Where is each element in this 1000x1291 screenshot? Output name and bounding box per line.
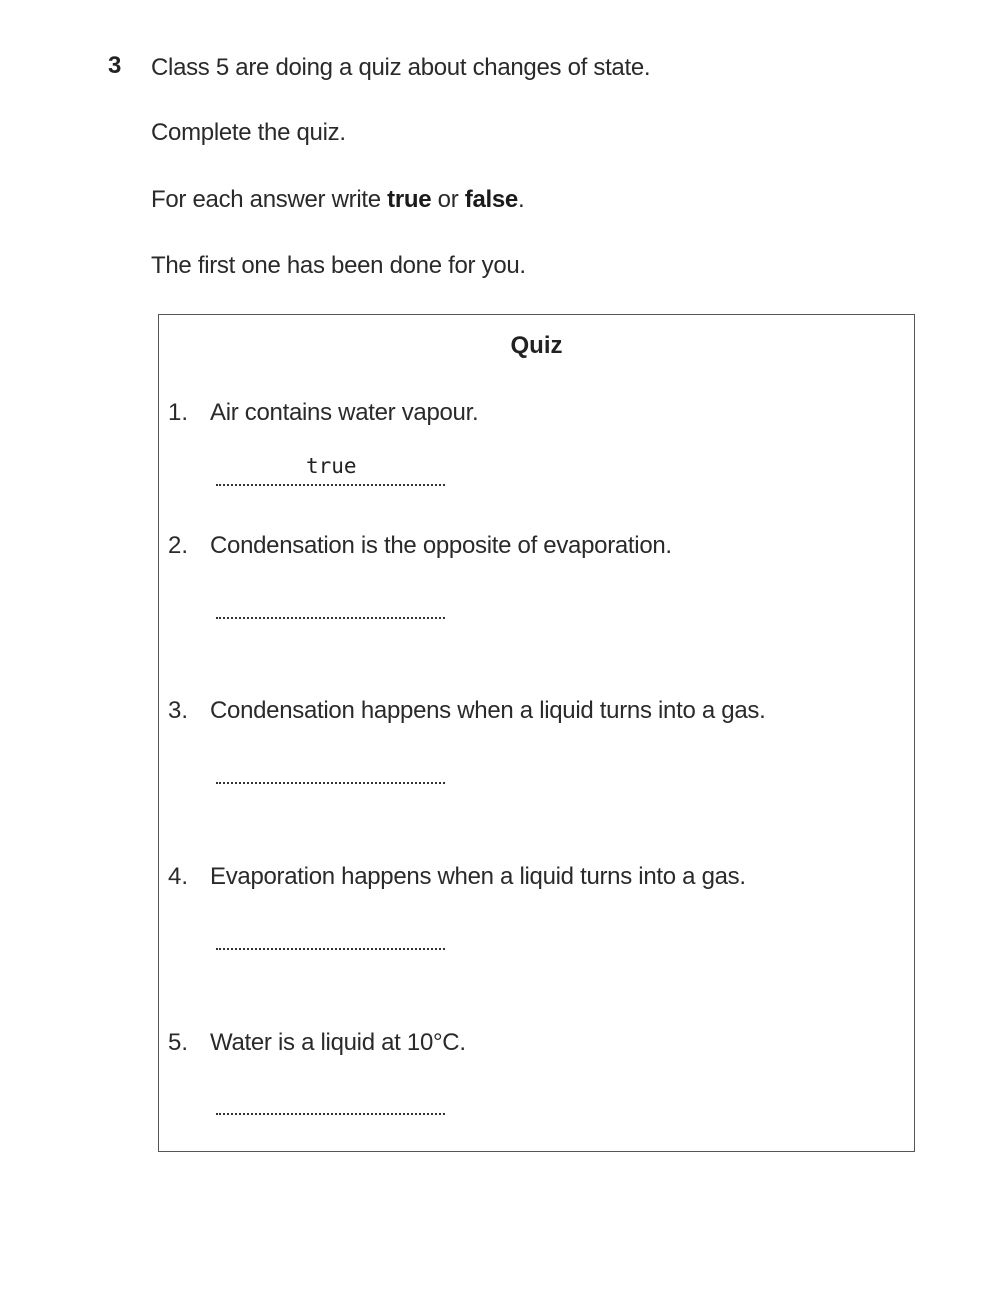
question-intro: Class 5 are doing a quiz about changes of state.: [151, 54, 651, 81]
quiz-box: [158, 314, 915, 1152]
question-instruction: [151, 186, 524, 214]
instruction-false: false: [464, 186, 518, 213]
quiz-item-text: Condensation is the opposite of evaporation.: [210, 532, 672, 559]
quiz-item-text: Evaporation happens when a liquid turns into a gas.: [210, 863, 746, 890]
instruction-suffix: .: [518, 186, 525, 213]
question-complete: Complete the quiz.: [151, 119, 346, 146]
quiz-item-text: Condensation happens when a liquid turns into a gas.: [210, 697, 766, 724]
quiz-item-number: 3.: [168, 697, 189, 724]
instruction-prefix: For each answer write: [151, 186, 388, 213]
quiz-answer-text: true: [306, 454, 357, 478]
quiz-answer-line[interactable]: [216, 1113, 445, 1115]
quiz-answer-line[interactable]: [216, 782, 445, 784]
quiz-item-number: 5.: [168, 1029, 189, 1056]
quiz-item-text: Air contains water vapour.: [210, 399, 479, 426]
quiz-title: Quiz: [510, 332, 563, 359]
quiz-item-text: Water is a liquid at 10°C.: [210, 1029, 466, 1056]
instruction-or: or: [431, 186, 465, 213]
quiz-answer-line[interactable]: [216, 484, 445, 486]
quiz-answer-line[interactable]: [216, 948, 445, 950]
question-number: 3: [108, 52, 122, 79]
instruction-true: true: [387, 186, 432, 213]
quiz-item-number: 2.: [168, 532, 189, 559]
quiz-answer-line[interactable]: [216, 617, 445, 619]
question-example-note: The first one has been done for you.: [151, 252, 526, 279]
quiz-item-number: 1.: [168, 399, 189, 426]
quiz-item-number: 4.: [168, 863, 189, 890]
